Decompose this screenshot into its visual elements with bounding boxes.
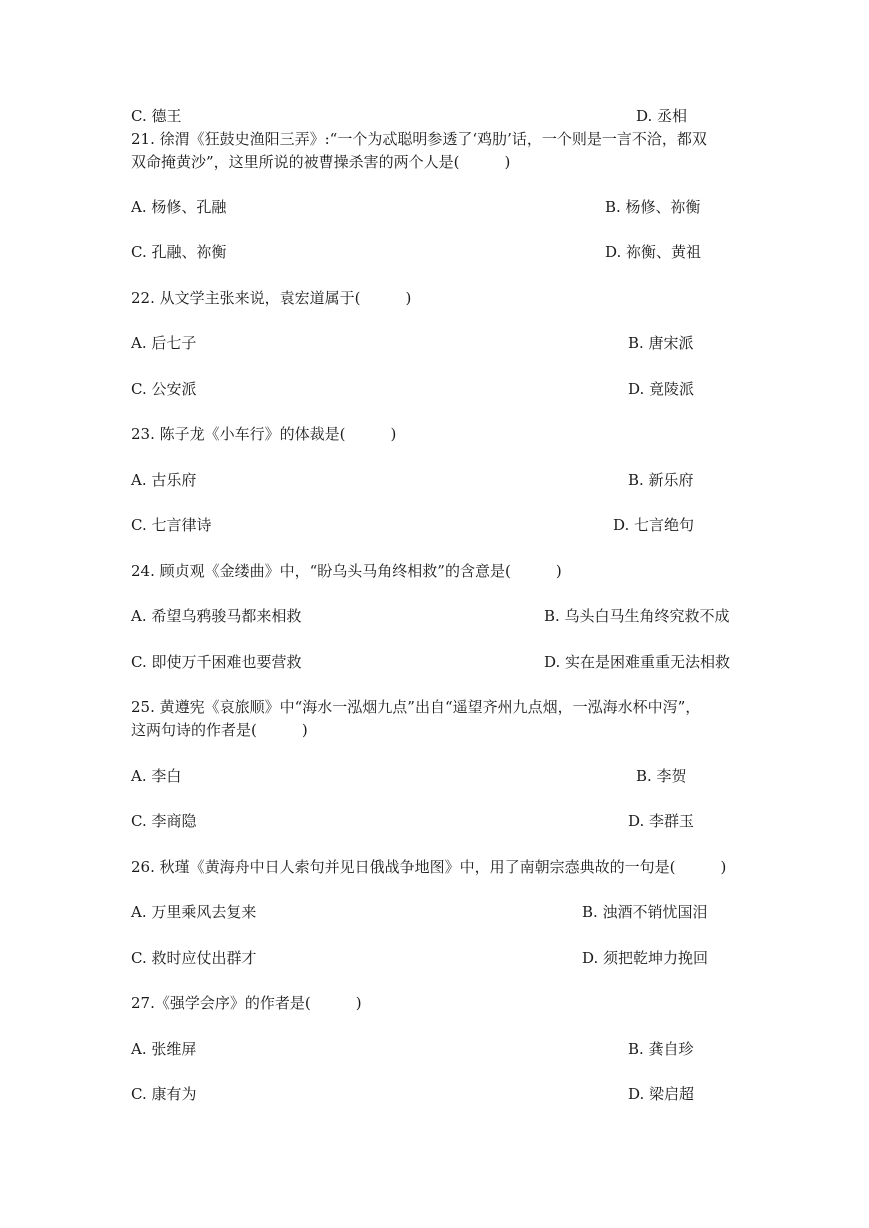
- q21-option-c: C. 孔融、祢衡: [131, 243, 227, 261]
- q24-option-d: D. 实在是困难重重无法相救: [544, 653, 731, 671]
- q21-option-d: D. 祢衡、黄祖: [605, 243, 702, 261]
- q21-option-b: B. 杨修、祢衡: [605, 198, 701, 216]
- q22-option-c: C. 公安派: [131, 380, 197, 398]
- q23-option-d: D. 七言绝句: [613, 516, 695, 534]
- q21-stem-line2: 双命掩黄沙”，这里所说的被曹操杀害的两个人是( ): [131, 153, 511, 171]
- q21-stem-line1: 21. 徐渭《狂鼓史渔阳三弄》:“一个为忒聪明参透了‘鸡肋’话，一个则是一言不洽，都双: [131, 130, 707, 148]
- q22-option-d: D. 竟陵派: [628, 380, 695, 398]
- q20-option-d: D. 丞相: [636, 107, 688, 125]
- q24-option-a: A. 希望乌鸦骏马都来相救: [131, 607, 302, 625]
- q25-stem-line1: 25. 黄遵宪《哀旅顺》中“海水一泓烟九点”出自“遥望齐州九点烟，一泓海水杯中泻”，: [131, 698, 701, 716]
- q26-option-c: C. 救时应仗出群才: [131, 949, 257, 967]
- q23-option-c: C. 七言律诗: [131, 516, 212, 534]
- q25-option-a: A. 李白: [131, 767, 182, 785]
- q26-option-d: D. 须把乾坤力挽回: [582, 949, 709, 967]
- q26-stem: 26. 秋瑾《黄海舟中日人索句并见日俄战争地图》中，用了南朝宗悫典故的一句是( ): [131, 858, 727, 876]
- q25-option-b: B. 李贺: [636, 767, 687, 785]
- q23-option-b: B. 新乐府: [628, 471, 694, 489]
- q23-stem: 23. 陈子龙《小车行》的体裁是( ): [131, 425, 397, 443]
- q25-option-c: C. 李商隐: [131, 812, 197, 830]
- q24-stem: 24. 顾贞观《金缕曲》中，“盼乌头马角终相救”的含意是( ): [131, 562, 562, 580]
- q27-option-a: A. 张维屏: [131, 1040, 197, 1058]
- q20-option-c: C. 德王: [131, 107, 182, 125]
- q27-option-d: D. 梁启超: [628, 1085, 695, 1103]
- q25-stem-line2: 这两句诗的作者是( ): [131, 721, 308, 739]
- q22-option-a: A. 后七子: [131, 334, 197, 352]
- q24-option-b: B. 乌头白马生角终究救不成: [544, 607, 730, 625]
- q23-option-a: A. 古乐府: [131, 471, 197, 489]
- q21-option-a: A. 杨修、孔融: [131, 198, 227, 216]
- q24-option-c: C. 即使万千困难也要营救: [131, 653, 302, 671]
- q25-option-d: D. 李群玉: [628, 812, 695, 830]
- q26-option-b: B. 浊酒不销忧国泪: [582, 903, 708, 921]
- q22-option-b: B. 唐宋派: [628, 334, 694, 352]
- q26-option-a: A. 万里乘风去复来: [131, 903, 257, 921]
- q27-option-b: B. 龚自珍: [628, 1040, 694, 1058]
- q27-stem: 27.《强学会序》的作者是( ): [131, 994, 362, 1012]
- q22-stem: 22. 从文学主张来说，袁宏道属于( ): [131, 289, 412, 307]
- q27-option-c: C. 康有为: [131, 1085, 197, 1103]
